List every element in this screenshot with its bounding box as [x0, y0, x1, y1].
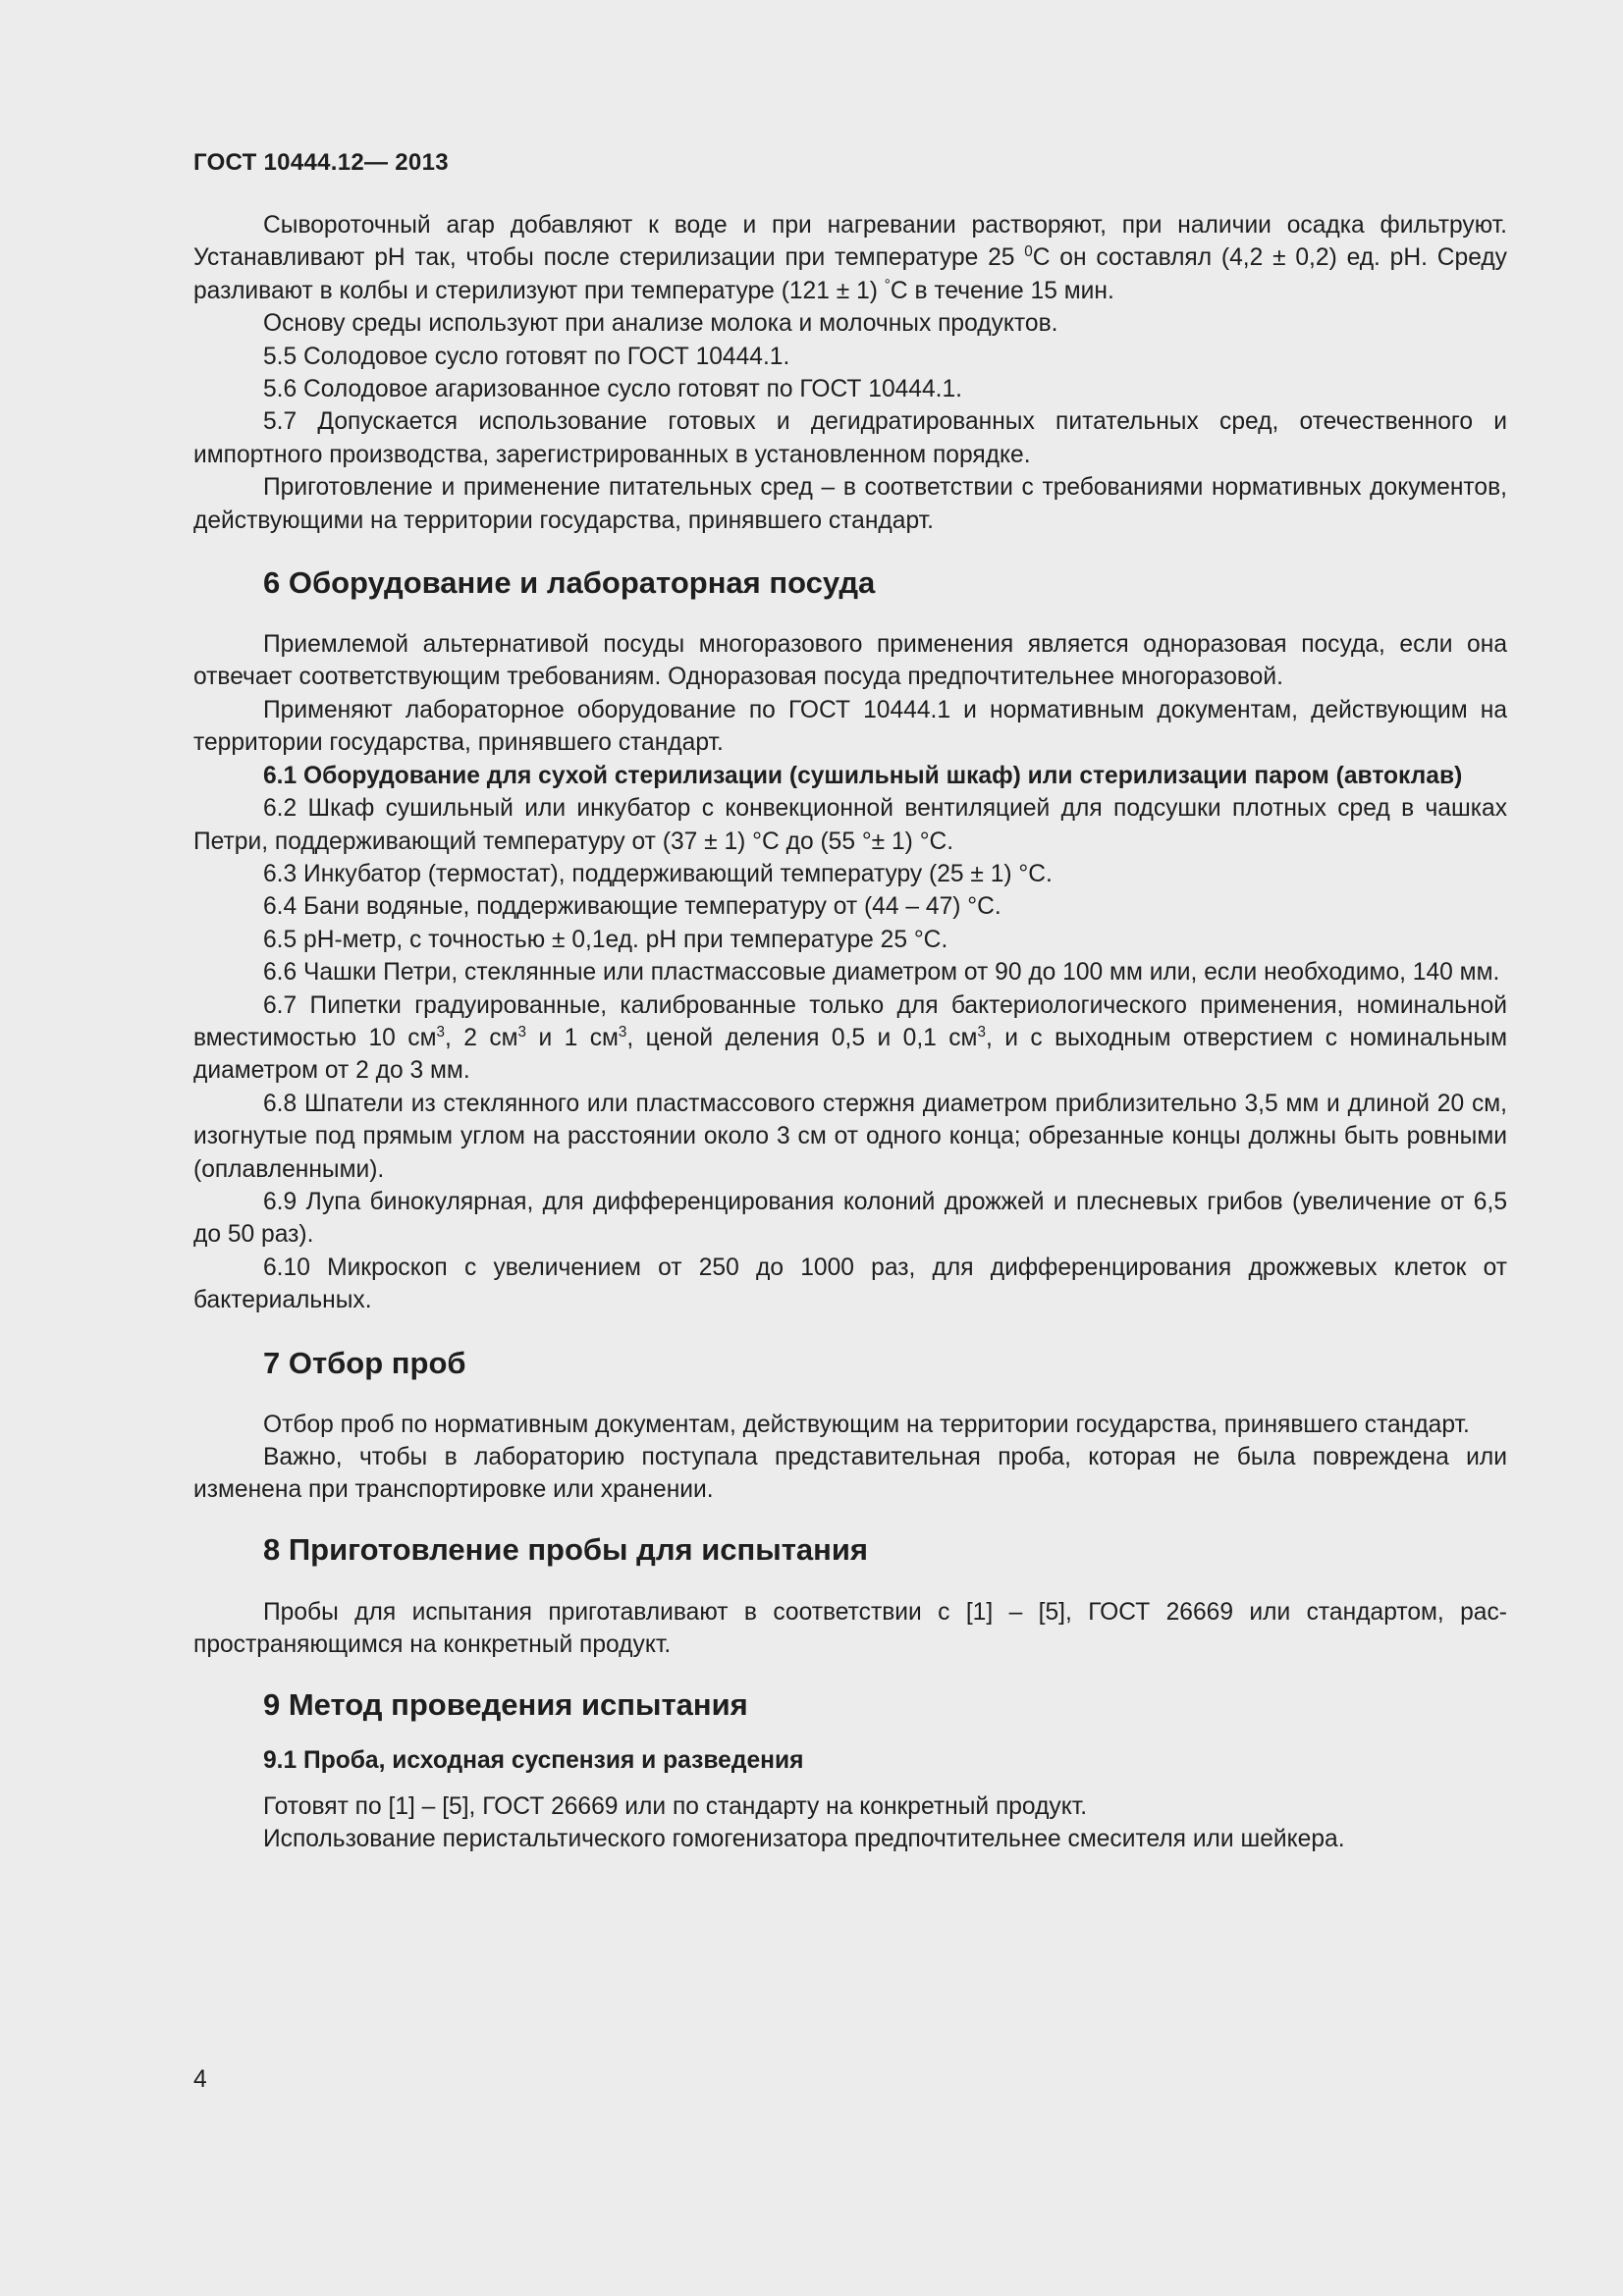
document-body — [193, 209, 1507, 1855]
section-9-heading: 9 Метод проведения испытания — [263, 1686, 748, 1722]
paragraph-7-representative: Важно, чтобы в лабораторию поступала представительная проба, которая не была повреждена или изменена при транспортировке или хранении. — [193, 1444, 1507, 1504]
paragraph-6-2: 6.2 Шкаф сушильный или инкубатор с конвекционной вентиляцией для подсушки плотных сред в чашках Петри, поддерживающий температуру от (37 ± 1) °С до (55 °± 1) °С. — [193, 795, 1507, 855]
document-header-id: ГОСТ 10444.12— 2013 — [193, 149, 449, 176]
section-8-heading: 8 Приготовление пробы для испытания — [263, 1531, 869, 1567]
paragraph-6-7: 6.7 Пипетки градуированные, калиброванные только для бактериологического применения, номинальной вместимостью 10 $см^3$, 2 $см^3$ и 1 $см^3$, ценой деления 0,5 и 0,1 $см^3$, и с выходным отверстием с номинальным диаметром от 2 до 3 мм. — [193, 991, 1507, 1085]
paragraph-6-10: 6.10 Микроскоп с увеличением от 250 до 1000 раз, для дифференцирования дрожжевых клеток от бактериальных. — [193, 1254, 1507, 1314]
section-7-heading: 7 Отбор проб — [263, 1345, 466, 1380]
subsection-9-1-heading: 9.1 Проба, исходная суспензия и разведения — [263, 1746, 804, 1774]
paragraph-9-homogenizer: Использование перистальтического гомогенизатора предпочтительнее смесителя или шейкера. — [263, 1826, 1345, 1853]
paragraph-8-prep: Пробы для испытания приготавливают в соответствии с [1] – [5], ГОСТ 26669 или стандартом, распространяющимся на конкретный продукт. — [193, 1598, 1507, 1659]
paragraph-6-disposable: Приемлемой альтернативой посуды многоразового применения является одноразовая посуда, если она отвечает соответствующим требованиям. Одноразовая посуда предпочтительнее многоразовой. — [193, 631, 1507, 691]
paragraph-6-8: 6.8 Шпатели из стеклянного или пластмассового стержня диаметром приблизительно 3,5 мм и длиной 20 см, изогнутые под прямым углом на расстоянии около 3 см от одного конца; обрезанные концы должны быть ровными (оплавленными). — [193, 1090, 1507, 1183]
section-6-heading: 6 Оборудование и лабораторная посуда — [263, 565, 876, 601]
paragraph-7-sampling: Отбор проб по нормативным документам, действующим на территории государства, принявшего стандарт. — [263, 1411, 1470, 1438]
paragraph-5-7: 5.7 Допускается использование готовых и дегидратированных питательных сред, отечественного и импортного производства, зарегистрированных в установленном порядке. — [193, 408, 1507, 468]
paragraph-6-1: 6.1 Оборудование для сухой стерилизации (сушильный шкаф) или стерилизации паром (автоклав) — [263, 762, 1463, 789]
paragraph-medium-base: Основу среды используют при анализе молока и молочных продуктов. — [263, 310, 1058, 338]
paragraph-whey-agar: Сывороточный агар добавляют к воде и при нагревании растворяют, при наличии осадка фильтруют. Устанавливают рН так, чтобы после стерилизации при температуре 25 $^0$С он составлял (4,2 ± 0,2) ед. рН. Среду разливают в колбы и стерилизуют при температуре (121 ± 1) °С в течение 15 мин. — [193, 212, 1507, 304]
paragraph-media-prep: Приготовление и применение питательных сред – в соответствии с требованиями нормативных документов, действующими на территории государства, принявшего стандарт. — [193, 474, 1507, 534]
paragraph-6-5: 6.5 рН-метр, с точностью ± 0,1ед. рН при температуре 25 °С. — [263, 926, 948, 953]
paragraph-6-9: 6.9 Лупа бинокулярная, для дифференцирования колоний дрожжей и плесневых грибов (увеличение от 6,5 до 50 раз). — [193, 1188, 1507, 1249]
paragraph-9-prepare: Готовят по [1] – [5], ГОСТ 26669 или по стандарту на конкретный продукт. — [263, 1792, 1088, 1820]
paragraph-6-6: 6.6 Чашки Петри, стеклянные или пластмассовые диаметром от 90 до 100 мм или, если необходимо, 140 мм. — [263, 959, 1500, 987]
paragraph-6-4: 6.4 Бани водяные, поддерживающие температуру от (44 – 47) °С. — [263, 893, 1001, 921]
paragraph-5-5: 5.5 Солодовое сусло готовят по ГОСТ 10444.1. — [263, 343, 790, 370]
paragraph-5-6: 5.6 Солодовое агаризованное сусло готовят по ГОСТ 10444.1. — [263, 376, 963, 403]
paragraph-6-3: 6.3 Инкубатор (термостат), поддерживающий температуру (25 ± 1) °С. — [263, 860, 1053, 887]
page-number: 4 — [193, 2066, 207, 2093]
paragraph-6-equipment: Применяют лабораторное оборудование по ГОСТ 10444.1 и нормативным документам, действующим на территории государства, принявшего стандарт. — [193, 696, 1507, 757]
